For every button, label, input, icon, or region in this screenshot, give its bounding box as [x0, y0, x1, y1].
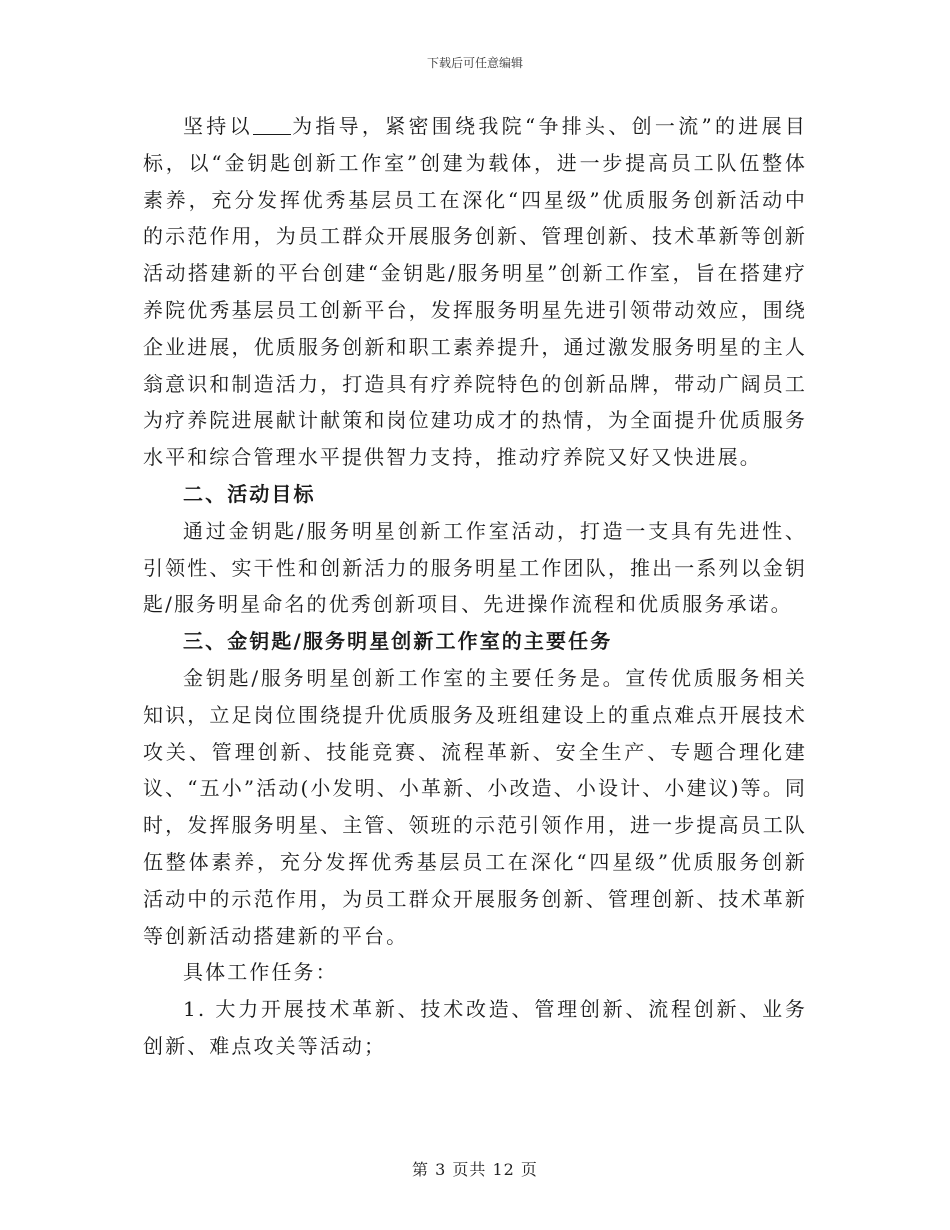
paragraph-main-tasks: 金钥匙/服务明星创新工作室的主要任务是。宣传优质服务相关知识，立足岗位围绕提升优质服务及班组建设上的重点难点开展技术攻关、管理创新、技能竞赛、流程革新、安全生产、专题合理化建议、“五小”活动(小发明、小革新、小改造、小设计、小建议)等。同时，发挥服务明星、主管、领班的示范引领作用，进一步提高员工队伍整体素养，充分发挥优秀基层员工在深化“四星级”优质服务创新活动中的示范作用，为员工群众开展服务创新、管理创新、技术革新等创新活动搭建新的平台。 [143, 665, 807, 948]
section-heading-main-tasks: 三、金钥匙/服务明星创新工作室的主要任务 [183, 629, 613, 654]
page-header: 下载后可任意编辑 [426, 56, 523, 70]
fill-in-blank [253, 114, 291, 135]
section-heading-activity-goals: 二、活动目标 [183, 481, 316, 506]
paragraph-specific-tasks-label: 具体工作任务： [183, 960, 338, 985]
intro-text-rest: 为指导，紧密围绕我院“争排头、创一流”的进展目标，以“金钥匙创新工作室”创建为载体，进一步提高员工队伍整体素养，充分发挥优秀基层员工在深化“四星级”优质服务创新活动中的示范作用，为员工群众开展服务创新、管理创新、技术革新等创新活动搭建新的平台创建“金钥匙/服务明星”创新工作室，旨在搭建疗养院优秀基层员工创新平台，发挥服务明星先进引领带动效应，围绕企业进展，优质服务创新和职工素养提升，通过激发服务明星的主人翁意识和制造活力，打造具有疗养院特色的创新品牌，带动广阔员工为疗养院进展献计献策和岗位建功成才的热情，为全面提升优质服务水平和综合管理水平提供智力支持，推动疗养院又好又快进展。 [143, 114, 807, 470]
paragraph-intro [143, 108, 807, 476]
intro-text-start: 坚持以 [183, 114, 253, 138]
paragraph-activity-goals: 通过金钥匙/服务明星创新工作室活动，打造一支具有先进性、引领性、实干性和创新活力的服务明星工作团队，推出一系列以金钥匙/服务明星命名的优秀创新项目、先进操作流程和优质服务承诺。 [143, 518, 807, 617]
page-number: 第 3 页共 12 页 [412, 1160, 538, 1179]
document-body [143, 108, 807, 1065]
paragraph-task-item-1: 1. 大力开展技术革新、技术改造、管理创新、流程创新、业务创新、难点攻关等活动； [143, 997, 807, 1058]
